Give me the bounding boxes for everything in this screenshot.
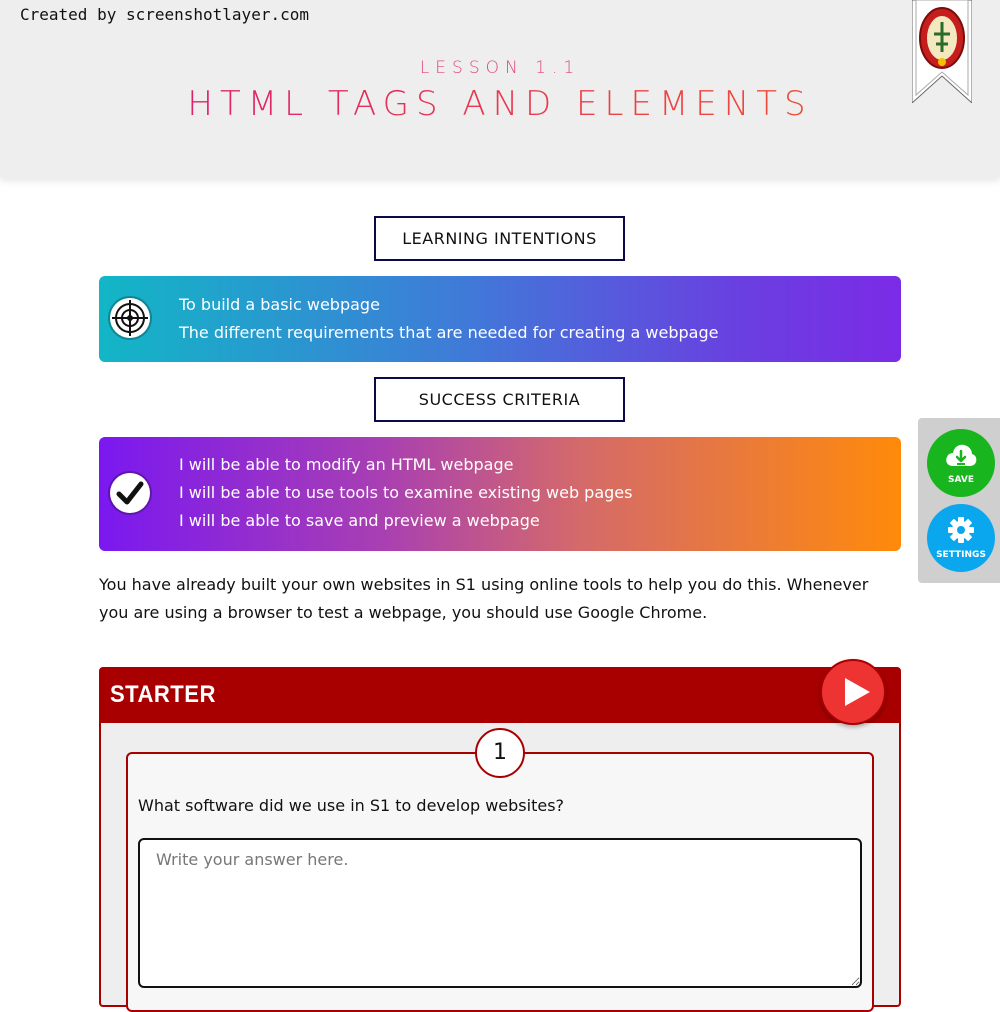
settings-label: SETTINGS — [936, 550, 986, 560]
answer-textarea[interactable] — [138, 838, 862, 988]
save-label: SAVE — [948, 475, 974, 485]
watermark-text: Created by screenshotlayer.com — [20, 5, 309, 24]
learning-intentions-label: LEARNING INTENTIONS — [374, 216, 625, 261]
question-text: What software did we use in S1 to develop websites? — [138, 796, 565, 815]
lesson-number: LESSON 1.1 — [419, 58, 581, 78]
school-crest-badge — [912, 0, 972, 103]
success-criteria-panel — [99, 437, 901, 551]
learning-intentions-panel — [99, 276, 901, 362]
learning-intention-item: The different requirements that are needed for creating a webpage — [179, 323, 719, 342]
play-button[interactable] — [820, 659, 886, 725]
learning-intention-item: To build a basic webpage — [179, 295, 380, 314]
cloud-download-icon — [944, 440, 978, 472]
gear-icon — [947, 516, 975, 544]
save-button[interactable] — [927, 429, 995, 497]
success-criteria-label: SUCCESS CRITERIA — [374, 377, 625, 422]
play-icon — [842, 676, 872, 708]
success-criteria-item: I will be able to save and preview a webpage — [179, 511, 540, 530]
page-title: HTML TAGS AND ELEMENTS — [0, 84, 1000, 124]
intro-paragraph: You have already built your own websites in S1 using online tools to help you do this. Whenever you are using a browser to test a webpage, you should use Google Chrome. — [99, 575, 869, 622]
starter-title: STARTER — [110, 681, 216, 708]
success-criteria-item: I will be able to modify an HTML webpage — [179, 455, 514, 474]
target-icon — [110, 298, 150, 338]
success-criteria-item: I will be able to use tools to examine existing web pages — [179, 483, 633, 502]
question-number: 1 — [475, 728, 525, 778]
starter-header — [101, 669, 899, 723]
settings-button[interactable] — [927, 504, 995, 572]
checkmark-icon — [110, 473, 150, 513]
